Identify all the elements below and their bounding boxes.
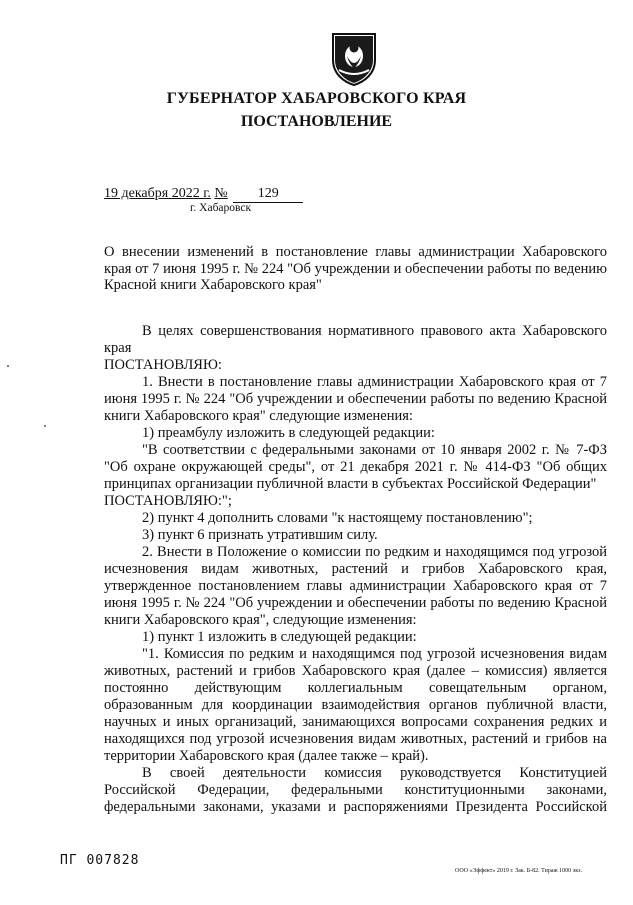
document-subject: О внесении изменений в постановление главы администрации Хабаровского края от 7 июня 1995 г. № 224 "Об учреждении и обеспечении работы по ведению Красной книги Хабаровского края"	[104, 244, 607, 293]
issuer-title: ГУБЕРНАТОР ХАБАРОВСКОГО КРАЯ	[166, 90, 467, 107]
coat-of-arms-icon	[329, 30, 379, 86]
paragraph: В своей деятельности комиссия руководствуется Конституцией Российской Федерации, федеральными конституционными законами, федеральными законами, указами и распоряжениями Президента Российской	[104, 765, 607, 815]
print-info: ООО «Эффект» 2019 г. Зак. Б-82. Тираж 1000 экз.	[455, 868, 582, 874]
paragraph: 3) пункт 6 признать утратившим силу.	[142, 527, 378, 543]
paragraph: В целях совершенствования нормативного правового акта Хабаровского края	[104, 323, 607, 356]
paragraph: 1) преамбулу изложить в следующей редакции:	[142, 425, 435, 441]
paragraph: 1) пункт 1 изложить в следующей редакции:	[142, 629, 417, 645]
number-label: №	[214, 186, 228, 201]
paragraph: 1. Внести в постановление главы администрации Хабаровского края от 7 июня 1995 г. № 224 "Об учреждении и обеспечении работы по ведению Красной книги Хабаровского края" следующие изменения:	[104, 374, 607, 424]
document-body	[104, 323, 607, 816]
form-code: ПГ 007828	[60, 853, 140, 868]
paragraph: 2) пункт 4 дополнить словами "к настоящему постановлению";	[142, 510, 533, 526]
scan-speck	[44, 425, 46, 427]
paragraph: "В соответствии с федеральными законами от 10 января 2002 г. № 7-ФЗ "Об охране окружающей среды", от 21 декабря 2021 г. № 414-ФЗ "Об общих принципах организации публичной власти в субъектах Российской Федерации"	[104, 442, 607, 492]
scan-speck	[7, 365, 9, 367]
paragraph: 2. Внести в Положение о комиссии по редким и находящимся под угрозой исчезновения видам животных, растений и грибов Хабаровского края, утвержденное постановлением главы администрации Хабаровского края от 7 июня 1995 г. № 224 "Об учреждении и обеспечении работы по ведению Красной книги Хабаровского края", следующие изменения:	[104, 544, 607, 628]
document-number: 129	[233, 186, 303, 203]
paragraph: "1. Комиссия по редким и находящимся под угрозой исчезновения видам животных, растений и грибов Хабаровского края (далее – комиссия) является постоянно действующим коллегиальным совещательным органом, образованным для координации взаимодействия органов публичной власти, научных и иных организаций, занимающихся вопросами сохранения редких и находящихся под угрозой исчезновения видам животных, растений и грибов на территории Хабаровского края (далее также – край).	[104, 646, 607, 764]
document-type: ПОСТАНОВЛЕНИЕ	[240, 113, 393, 130]
paragraph: ПОСТАНОВЛЯЮ:	[104, 357, 222, 373]
city-name: г. Хабаровск	[190, 202, 252, 214]
document-date: 19 декабря 2022 г.	[104, 186, 211, 201]
date-line	[104, 186, 303, 203]
paragraph: ПОСТАНОВЛЯЮ:";	[104, 493, 232, 509]
